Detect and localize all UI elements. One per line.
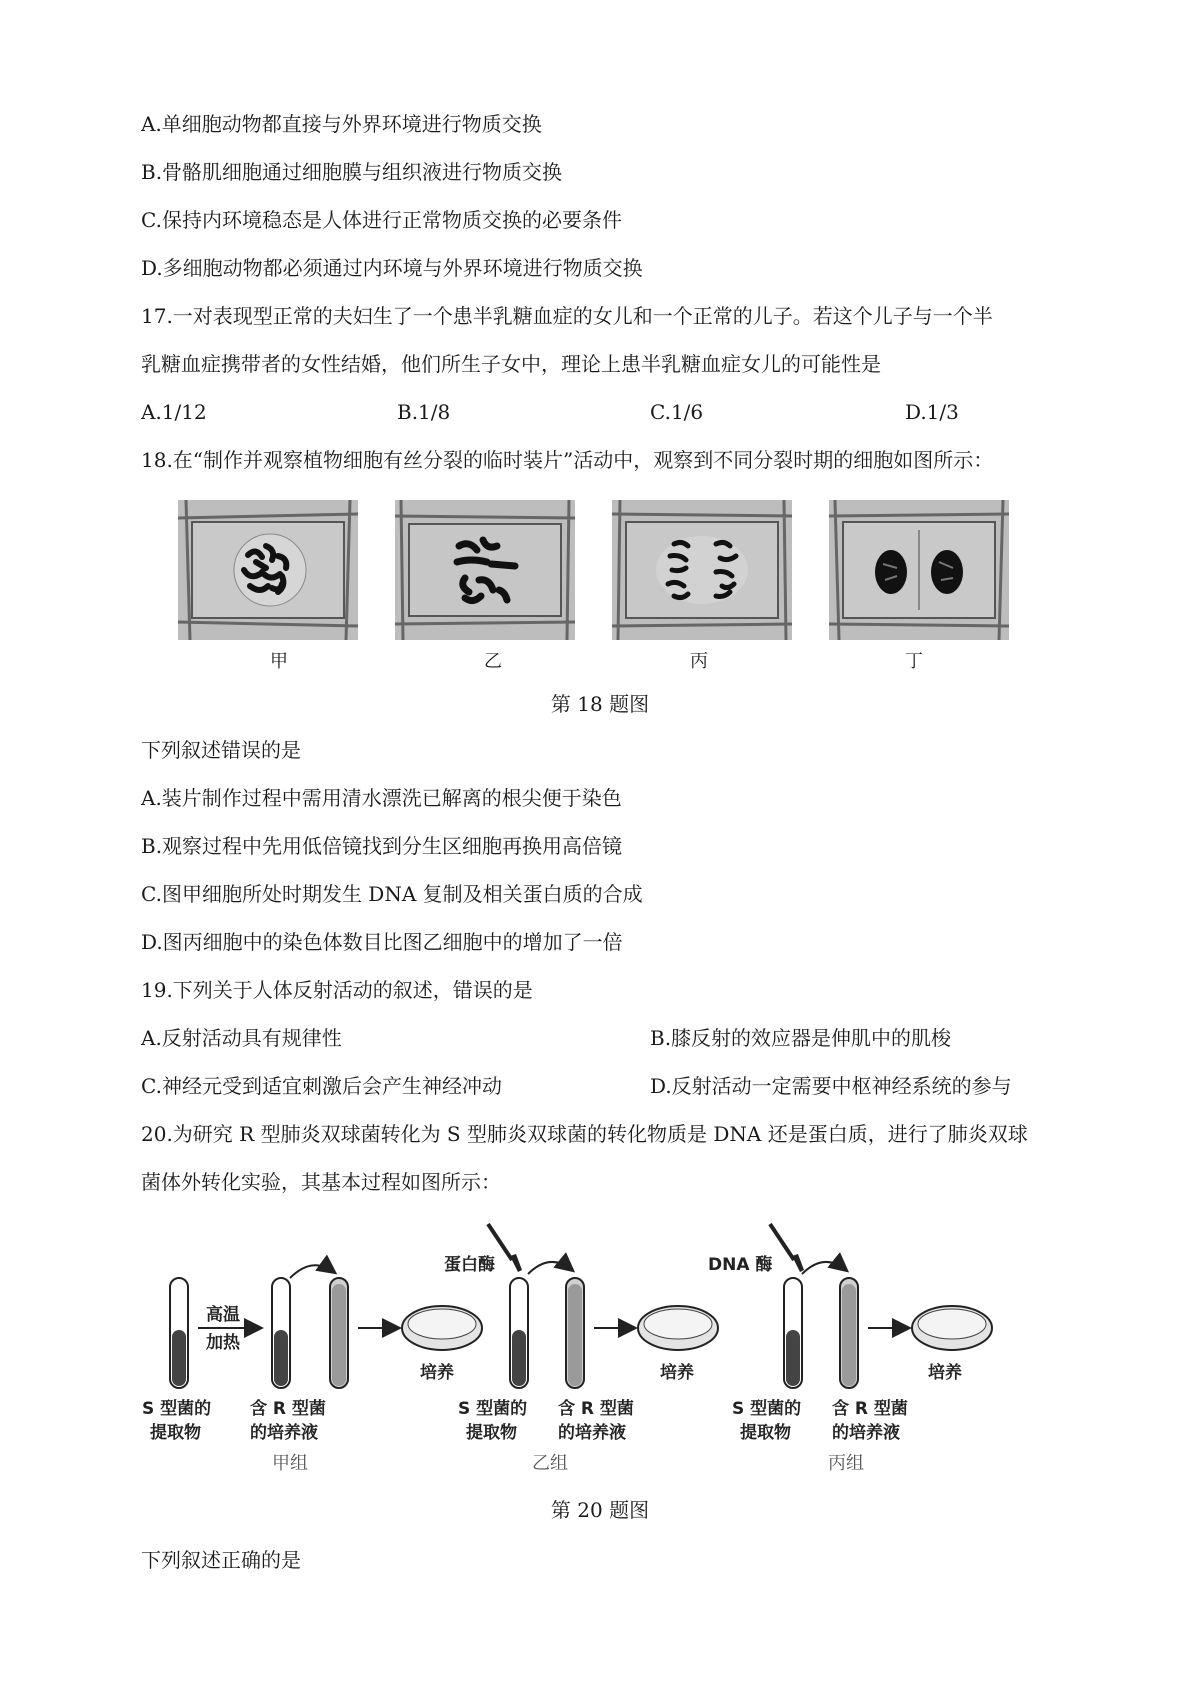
group-bing: [708, 1224, 992, 1443]
panel-label-yi: 乙: [484, 651, 502, 672]
q18-stem: 18.在“制作并观察植物细胞有丝分裂的临时装片”活动中，观察到不同分裂时期的细胞如图所示：: [141, 448, 994, 472]
extract-label-1-jia: S 型菌的: [142, 1399, 212, 1419]
q18-option-a: A.装片制作过程中需用清水漂洗已解离的根尖便于染色: [141, 786, 622, 810]
q16-option-b: B.骨骼肌细胞通过细胞膜与组织液进行物质交换: [141, 160, 563, 184]
medium-label-1-jia: 含 R 型菌: [250, 1399, 326, 1419]
culture-label-yi: 培养: [660, 1363, 694, 1383]
micrograph-panel-yi: [395, 500, 575, 640]
q19-option-c: C.神经元受到适宜刺激后会产生神经冲动: [141, 1074, 502, 1098]
heat-label-1: 高温: [206, 1305, 240, 1325]
panel-label-bing: 丙: [690, 651, 708, 672]
q20-question: 下列叙述正确的是: [141, 1548, 301, 1572]
r-culture-tube-yi: [566, 1278, 584, 1388]
group-label-jia: 甲组: [272, 1453, 308, 1474]
extract-label-2-bing: 提取物: [740, 1423, 791, 1443]
q19-stem: 19.下列关于人体反射活动的叙述，错误的是: [141, 978, 533, 1002]
medium-label-1-bing: 含 R 型菌: [832, 1399, 908, 1419]
culture-label-jia: 培养: [420, 1363, 454, 1383]
s-extract-tube-jia: [170, 1278, 188, 1388]
petri-dish-yi: [638, 1306, 718, 1350]
petri-dish-bing: [912, 1306, 992, 1350]
q16-option-c: C.保持内环境稳态是人体进行正常物质交换的必要条件: [141, 208, 622, 232]
q17-option-d: D.1/3: [905, 400, 959, 424]
q17-option-c: C.1/6: [650, 400, 704, 424]
panel-label-ding: 丁: [905, 651, 923, 672]
group-label-yi: 乙组: [532, 1453, 568, 1474]
q16-option-a: A.单细胞动物都直接与外界环境进行物质交换: [141, 112, 542, 136]
transfer-arrow-jia: [290, 1265, 334, 1278]
r-culture-tube-bing: [840, 1278, 858, 1388]
petri-dish-jia: [402, 1306, 482, 1350]
q17-option-a: A.1/12: [141, 400, 207, 424]
q18-figure-caption: 第 18 题图: [550, 692, 650, 716]
transfer-arrow-bing: [802, 1262, 846, 1274]
medium-label-1-yi: 含 R 型菌: [558, 1399, 634, 1419]
q18-question: 下列叙述错误的是: [141, 738, 301, 762]
group-yi: [444, 1224, 718, 1443]
s-extract-tube-bing: [784, 1278, 802, 1388]
q20-figure-caption: 第 20 题图: [550, 1498, 650, 1522]
protease-label: 蛋白酶: [444, 1255, 495, 1275]
micrograph-panel-ding: [829, 500, 1009, 640]
q17-stem-line2: 乳糖血症携带者的女性结婚，他们所生子女中，理论上患半乳糖血症女儿的可能性是: [141, 352, 881, 376]
medium-label-2-yi: 的培养液: [558, 1423, 626, 1443]
heat-label-2: 加热: [206, 1333, 240, 1353]
dnase-label: DNA 酶: [708, 1255, 773, 1275]
q17-stem-line1: 17.一对表现型正常的夫妇生了一个患半乳糖血症的女儿和一个正常的儿子。若这个儿子与一个半: [141, 304, 993, 328]
medium-label-2-jia: 的培养液: [250, 1423, 318, 1443]
group-jia: [142, 1265, 482, 1443]
dnase-dropper: [770, 1224, 804, 1272]
group-label-bing: 丙组: [828, 1453, 864, 1474]
extract-label-1-bing: S 型菌的: [732, 1399, 802, 1419]
r-culture-tube-jia: [330, 1278, 348, 1388]
q20-stem-line1: 20.为研究 R 型肺炎双球菌转化为 S 型肺炎双球菌的转化物质是 DNA 还是蛋白质，进行了肺炎双球: [141, 1122, 1028, 1146]
q18-option-b: B.观察过程中先用低倍镜找到分生区细胞再换用高倍镜: [141, 834, 623, 858]
extract-label-1-yi: S 型菌的: [458, 1399, 528, 1419]
medium-label-2-bing: 的培养液: [832, 1423, 900, 1443]
panel-label-jia: 甲: [270, 651, 288, 672]
q17-option-b: B.1/8: [397, 400, 451, 424]
q18-option-d: D.图丙细胞中的染色体数目比图乙细胞中的增加了一倍: [141, 930, 623, 954]
extract-label-2-jia: 提取物: [150, 1423, 201, 1443]
s-extract-tube-yi: [510, 1278, 528, 1388]
micrograph-panel-bing: [612, 500, 792, 640]
q20-stem-line2: 菌体外转化实验，其基本过程如图所示：: [141, 1170, 501, 1194]
heated-tube-jia: [272, 1278, 290, 1388]
q16-option-d: D.多细胞动物都必须通过内环境与外界环境进行物质交换: [141, 256, 643, 280]
q19-option-d: D.反射活动一定需要中枢神经系统的参与: [650, 1074, 1012, 1098]
q19-option-a: A.反射活动具有规律性: [141, 1026, 342, 1050]
culture-label-bing: 培养: [928, 1363, 962, 1383]
extract-label-2-yi: 提取物: [466, 1423, 517, 1443]
micrograph-panel-jia: [178, 500, 358, 640]
transfer-arrow-yi: [528, 1262, 572, 1274]
transformation-experiment-diagram: [130, 1218, 1090, 1450]
q18-option-c: C.图甲细胞所处时期发生 DNA 复制及相关蛋白质的合成: [141, 882, 643, 906]
q19-option-b: B.膝反射的效应器是伸肌中的肌梭: [650, 1026, 952, 1050]
